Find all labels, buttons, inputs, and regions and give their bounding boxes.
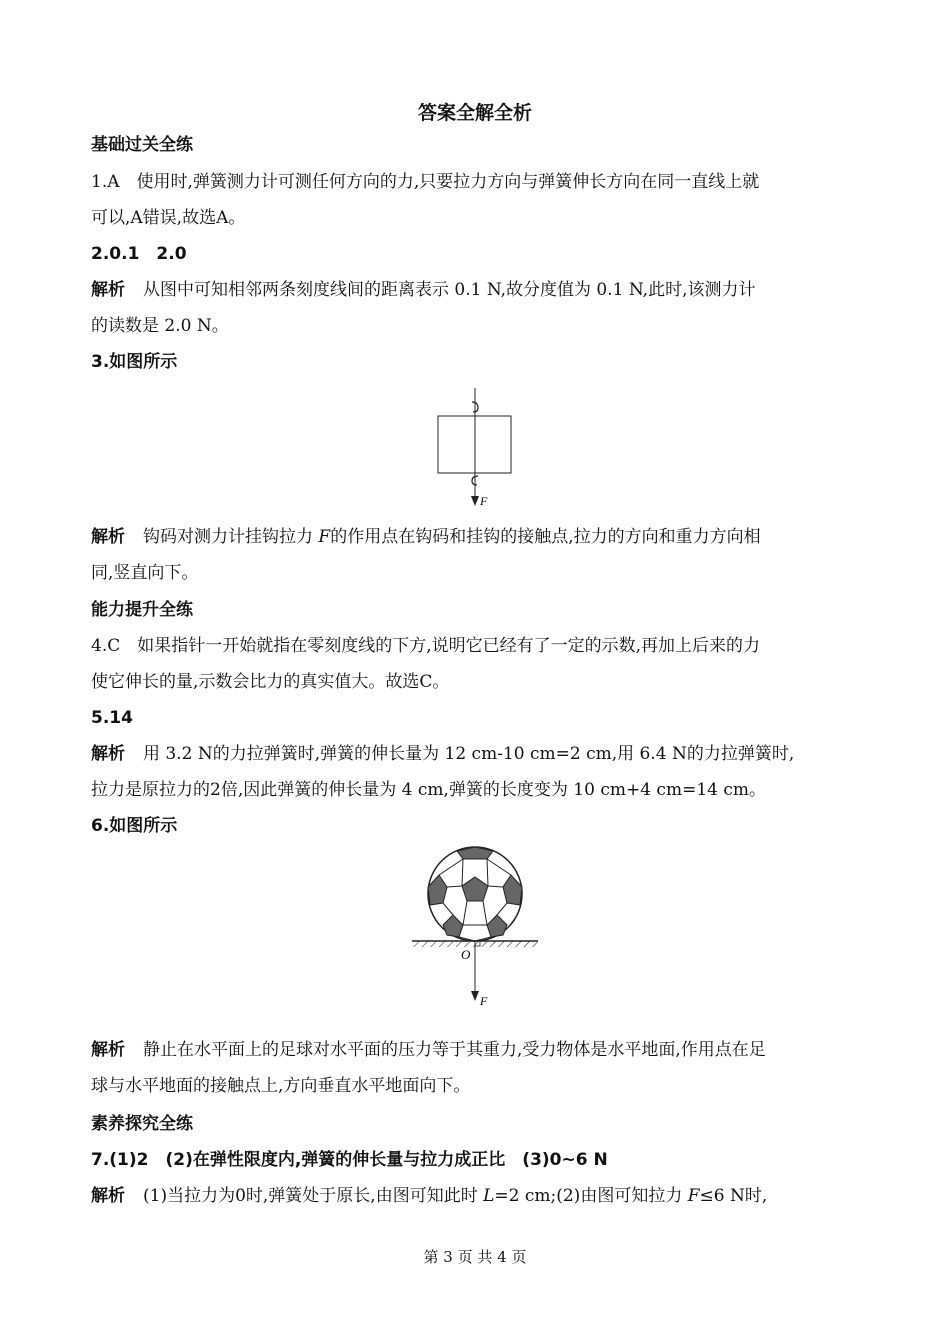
force-label: F bbox=[480, 994, 488, 1008]
q3-explanation-line1 bbox=[91, 525, 866, 549]
page-title: 答案全解全析 bbox=[417, 102, 532, 124]
point-o-label: O bbox=[461, 947, 471, 962]
force-label: F bbox=[480, 494, 488, 508]
q7-exp1c: ≤6 N时, bbox=[699, 1186, 768, 1206]
q3-answer: 3.如图所示 bbox=[91, 352, 178, 372]
q3-exp1a: 钩码对测力计挂钩拉力 bbox=[143, 527, 319, 547]
section-heading-basic: 基础过关全练 bbox=[91, 135, 193, 155]
q7-exp1a: (1)当拉力为0时,弹簧处于原长,由图可知此时 bbox=[143, 1186, 484, 1206]
q7-exp1b: =2 cm;(2)由图可知拉力 bbox=[494, 1186, 688, 1206]
q3-explanation-line2: 同,竖直向下。 bbox=[91, 563, 199, 583]
section-heading-ability: 能力提升全练 bbox=[91, 600, 193, 620]
q2-exp1: 从图中可知相邻两条刻度线间的距离表示 0.1 N,故分度值为 0.1 N,此时,该测力计 bbox=[143, 280, 756, 300]
q1-line2: 可以,A错误,故选A。 bbox=[91, 208, 246, 228]
q6-explanation-line2: 球与水平地面的接触点上,方向垂直水平地面向下。 bbox=[91, 1076, 471, 1096]
q6-answer: 6.如图所示 bbox=[91, 816, 178, 836]
q2-explanation-line2: 的读数是 2.0 N。 bbox=[91, 316, 229, 336]
q6-exp1: 静止在水平面上的足球对水平面的压力等于其重力,受力物体是水平地面,作用点在足 bbox=[143, 1040, 766, 1060]
q6-explanation-line1 bbox=[91, 1038, 866, 1062]
soccer-ball bbox=[428, 847, 522, 941]
pressure-arrowhead bbox=[471, 991, 479, 1001]
q4-line2: 使它伸长的量,示数会比力的真实值大。故选C。 bbox=[91, 672, 450, 692]
soccer-ball-figure bbox=[405, 845, 545, 1015]
q1-line1: 1.A 使用时,弹簧测力计可测任何方向的力,只要拉力方向与弹簧伸长方向在同一直线上就 bbox=[91, 172, 760, 192]
q5-exp1: 用 3.2 N的力拉弹簧时,弹簧的伸长量为 12 cm-10 cm=2 cm,用 6.4 N的力拉弹簧时, bbox=[143, 744, 795, 764]
explanation-label: 解析 bbox=[91, 280, 125, 300]
explanation-label: 解析 bbox=[91, 744, 125, 764]
hook-weight-figure bbox=[425, 384, 525, 514]
q2-explanation-line1 bbox=[91, 278, 866, 302]
q5-answer: 5.14 bbox=[91, 708, 133, 728]
q2-answer: 2.0.1 2.0 bbox=[91, 244, 187, 264]
explanation-label: 解析 bbox=[91, 1040, 125, 1060]
q5-explanation-line1 bbox=[91, 742, 866, 766]
explanation-label: 解析 bbox=[91, 527, 125, 547]
q7-answer: 7.(1)2 (2)在弹性限度内,弹簧的伸长量与拉力成正比 (3)0~6 N bbox=[91, 1150, 608, 1170]
section-heading-literacy: 素养探究全练 bbox=[91, 1114, 193, 1134]
q7-explanation-line1 bbox=[91, 1184, 866, 1208]
q7-var-f: F bbox=[687, 1186, 700, 1206]
q4-line1: 4.C 如果指针一开始就指在零刻度线的下方,说明它已经有了一定的示数,再加上后来的力 bbox=[91, 636, 761, 656]
q3-exp1b: 的作用点在钩码和挂钩的接触点,拉力的方向和重力方向相 bbox=[330, 527, 761, 547]
page-footer: 第 3 页 共 4 页 bbox=[423, 1248, 527, 1266]
q5-explanation-line2: 拉力是原拉力的2倍,因此弹簧的伸长量为 4 cm,弹簧的长度变为 10 cm+4 cm=14 cm。 bbox=[91, 780, 766, 800]
q3-exp1-var: F bbox=[318, 527, 331, 547]
force-arrowhead bbox=[471, 496, 479, 506]
q7-var-l: L bbox=[483, 1186, 495, 1206]
explanation-label: 解析 bbox=[91, 1186, 125, 1206]
